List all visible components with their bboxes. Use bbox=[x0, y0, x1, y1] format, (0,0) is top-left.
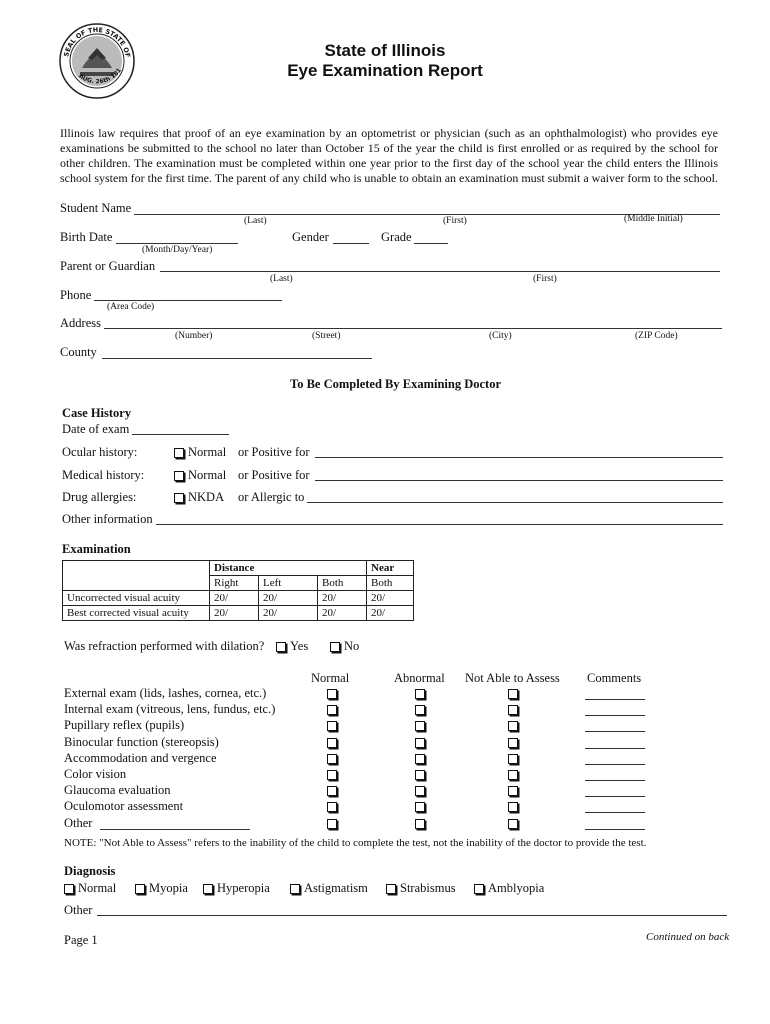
abnormal-checkbox[interactable] bbox=[415, 754, 425, 764]
blank-cell bbox=[63, 561, 210, 576]
dilation-question: Was refraction performed with dilation? bbox=[64, 639, 265, 653]
checkbox-icon[interactable] bbox=[174, 448, 184, 458]
comment-field[interactable] bbox=[585, 796, 645, 797]
diagnosis-label: Strabismus bbox=[400, 881, 456, 895]
diagnosis-astigmatism[interactable] bbox=[290, 881, 368, 896]
abnormal-checkbox[interactable] bbox=[415, 705, 425, 715]
acuity-cell[interactable]: 20/ bbox=[318, 606, 367, 621]
assessment-item-label: Binocular function (stereopsis) bbox=[64, 735, 219, 749]
grade-field[interactable] bbox=[414, 243, 448, 244]
address-label: Address bbox=[60, 316, 101, 330]
ocular-positive-field[interactable] bbox=[315, 457, 723, 458]
birth-date-label: Birth Date bbox=[60, 230, 113, 244]
allergic-to-field[interactable] bbox=[307, 502, 723, 503]
table-row bbox=[63, 591, 414, 606]
acuity-cell[interactable]: 20/ bbox=[367, 591, 414, 606]
state-seal bbox=[58, 22, 136, 100]
parent-label: Parent or Guardian bbox=[60, 259, 156, 273]
doctor-section-heading: To Be Completed By Examining Doctor bbox=[290, 377, 501, 391]
medical-normal-label: Normal bbox=[188, 468, 227, 482]
assessment-item-label: Accommodation and vergence bbox=[64, 751, 217, 765]
sub-street: (Street) bbox=[312, 331, 341, 341]
other-information-label: Other information bbox=[62, 512, 153, 526]
parent-field[interactable] bbox=[160, 271, 720, 272]
exam-date-field[interactable] bbox=[132, 434, 229, 435]
ocular-positive-label: or Positive for bbox=[238, 445, 310, 459]
comment-field[interactable] bbox=[585, 715, 645, 716]
not-able-checkbox[interactable] bbox=[508, 705, 518, 715]
grade-label: Grade bbox=[381, 230, 412, 244]
normal-checkbox[interactable] bbox=[327, 786, 337, 796]
acuity-cell[interactable]: 20/ bbox=[259, 606, 318, 621]
nkda-option[interactable] bbox=[174, 490, 224, 505]
allergic-to-label: or Allergic to bbox=[238, 490, 305, 504]
not-able-checkbox[interactable] bbox=[508, 770, 518, 780]
other-assessment-field[interactable] bbox=[100, 829, 250, 830]
ocular-normal-option[interactable] bbox=[174, 445, 226, 460]
normal-checkbox[interactable] bbox=[327, 721, 337, 731]
diagnosis-myopia[interactable] bbox=[135, 881, 188, 896]
diagnosis-strabismus[interactable] bbox=[386, 881, 456, 896]
medical-normal-option[interactable] bbox=[174, 468, 226, 483]
comment-field[interactable] bbox=[585, 829, 645, 830]
case-history-heading: Case History bbox=[62, 406, 132, 420]
not-able-checkbox[interactable] bbox=[508, 689, 518, 699]
diagnosis-label: Amblyopia bbox=[488, 881, 545, 895]
sub-middle-initial: (Middle Initial) bbox=[624, 214, 683, 224]
dilation-no-option[interactable] bbox=[330, 639, 359, 654]
gender-field[interactable] bbox=[333, 243, 369, 244]
not-able-checkbox[interactable] bbox=[508, 802, 518, 812]
acuity-cell[interactable]: 20/ bbox=[259, 591, 318, 606]
diagnosis-heading: Diagnosis bbox=[64, 864, 116, 878]
medical-positive-label: or Positive for bbox=[238, 468, 310, 482]
diagnosis-label: Hyperopia bbox=[217, 881, 270, 895]
abnormal-checkbox[interactable] bbox=[415, 689, 425, 699]
comment-field[interactable] bbox=[585, 764, 645, 765]
normal-checkbox[interactable] bbox=[327, 819, 337, 829]
sub-parent-first: (First) bbox=[533, 274, 557, 284]
sub-city: (City) bbox=[489, 331, 512, 341]
normal-checkbox[interactable] bbox=[327, 705, 337, 715]
birth-date-field[interactable] bbox=[116, 243, 238, 244]
title-line-1: State of Illinois bbox=[324, 41, 446, 60]
sub-birth-format: (Month/Day/Year) bbox=[142, 245, 213, 255]
comment-field[interactable] bbox=[585, 748, 645, 749]
svg-text:AUG. 26th 1818: AUG. 26th 181 bbox=[77, 67, 124, 86]
acuity-cell[interactable]: 20/ bbox=[367, 606, 414, 621]
assessment-item-label: Other bbox=[64, 816, 93, 830]
county-label: County bbox=[60, 345, 97, 359]
checkbox-icon[interactable] bbox=[64, 884, 74, 894]
row-label: Best corrected visual acuity bbox=[63, 606, 210, 621]
examination-heading: Examination bbox=[62, 542, 131, 556]
normal-checkbox[interactable] bbox=[327, 802, 337, 812]
normal-checkbox[interactable] bbox=[327, 738, 337, 748]
title-line-2: Eye Examination Report bbox=[287, 61, 483, 80]
checkbox-icon[interactable] bbox=[203, 884, 213, 894]
abnormal-checkbox[interactable] bbox=[415, 738, 425, 748]
col-not-able: Not Able to Assess bbox=[465, 671, 560, 685]
col-comments: Comments bbox=[587, 671, 642, 685]
comment-field[interactable] bbox=[585, 812, 645, 813]
checkbox-icon[interactable] bbox=[135, 884, 145, 894]
distance-header: Distance bbox=[210, 561, 367, 576]
not-able-checkbox[interactable] bbox=[508, 786, 518, 796]
checkbox-icon[interactable] bbox=[276, 642, 286, 652]
not-able-checkbox[interactable] bbox=[508, 738, 518, 748]
left-header: Left bbox=[259, 576, 318, 591]
phone-label: Phone bbox=[60, 288, 92, 302]
assessment-item-label: External exam (lids, lashes, cornea, etc.) bbox=[64, 686, 267, 700]
checkbox-icon[interactable] bbox=[386, 884, 396, 894]
page-number: Page 1 bbox=[64, 933, 98, 947]
gender-label: Gender bbox=[292, 230, 329, 244]
student-name-label: Student Name bbox=[60, 201, 132, 215]
normal-checkbox[interactable] bbox=[327, 754, 337, 764]
sub-zip: (ZIP Code) bbox=[635, 331, 678, 341]
assessment-item-label: Oculomotor assessment bbox=[64, 799, 184, 813]
visual-acuity-table bbox=[62, 560, 414, 621]
county-field[interactable] bbox=[102, 358, 372, 359]
checkbox-icon[interactable] bbox=[474, 884, 484, 894]
abnormal-checkbox[interactable] bbox=[415, 786, 425, 796]
abnormal-checkbox[interactable] bbox=[415, 802, 425, 812]
assessment-item-label: Internal exam (vitreous, lens, fundus, etc.) bbox=[64, 702, 276, 716]
sub-area-code: (Area Code) bbox=[107, 302, 155, 312]
nkda-label: NKDA bbox=[188, 490, 225, 504]
form-title bbox=[235, 41, 535, 81]
svg-text:SEAL OF THE STATE OF ILLINOIS: SEAL OF THE STATE OF bbox=[62, 25, 132, 59]
diagnosis-label: Myopia bbox=[149, 881, 188, 895]
near-both-header: Both bbox=[367, 576, 414, 591]
ocular-history-label: Ocular history: bbox=[62, 445, 138, 459]
other-information-field[interactable] bbox=[156, 524, 723, 525]
diagnosis-hyperopia[interactable] bbox=[203, 881, 270, 896]
drug-allergies-label: Drug allergies: bbox=[62, 490, 137, 504]
assessment-item-label: Pupillary reflex (pupils) bbox=[64, 718, 185, 732]
normal-checkbox[interactable] bbox=[327, 770, 337, 780]
phone-field[interactable] bbox=[94, 300, 282, 301]
ocular-normal-label: Normal bbox=[188, 445, 227, 459]
table-row bbox=[63, 606, 414, 621]
diagnosis-label: Normal bbox=[78, 881, 117, 895]
sub-number: (Number) bbox=[175, 331, 213, 341]
comment-field[interactable] bbox=[585, 731, 645, 732]
row-label: Uncorrected visual acuity bbox=[63, 591, 210, 606]
dilation-yes-option[interactable] bbox=[276, 639, 308, 654]
yes-label: Yes bbox=[290, 639, 309, 653]
right-header: Right bbox=[210, 576, 259, 591]
assessment-item-label: Glaucoma evaluation bbox=[64, 783, 171, 797]
normal-checkbox[interactable] bbox=[327, 689, 337, 699]
checkbox-icon[interactable] bbox=[290, 884, 300, 894]
not-able-checkbox[interactable] bbox=[508, 721, 518, 731]
note-text: NOTE: "Not Able to Assess" refers to the inability of the child to complete the test, not the inability of the doctor to provide the test. bbox=[64, 837, 647, 849]
near-header: Near bbox=[367, 561, 414, 576]
diagnosis-other-label: Other bbox=[64, 903, 93, 917]
diagnosis-other-field[interactable] bbox=[97, 915, 727, 916]
address-field[interactable] bbox=[104, 328, 722, 329]
acuity-cell[interactable]: 20/ bbox=[210, 606, 259, 621]
comment-field[interactable] bbox=[585, 699, 645, 700]
acuity-cell[interactable]: 20/ bbox=[210, 591, 259, 606]
sub-last: (Last) bbox=[244, 216, 267, 226]
assessment-item-label: Color vision bbox=[64, 767, 127, 781]
blank-cell bbox=[63, 576, 210, 591]
col-normal: Normal bbox=[311, 671, 350, 685]
medical-history-label: Medical history: bbox=[62, 468, 145, 482]
continued-note: Continued on back bbox=[646, 931, 730, 943]
acuity-cell[interactable]: 20/ bbox=[318, 591, 367, 606]
abnormal-checkbox[interactable] bbox=[415, 721, 425, 731]
exam-date-label: Date of exam bbox=[62, 422, 130, 436]
diagnosis-amblyopia[interactable] bbox=[474, 881, 544, 896]
sub-parent-last: (Last) bbox=[270, 274, 293, 284]
checkbox-icon[interactable] bbox=[330, 642, 340, 652]
diagnosis-label: Astigmatism bbox=[304, 881, 368, 895]
comment-field[interactable] bbox=[585, 780, 645, 781]
abnormal-checkbox[interactable] bbox=[415, 819, 425, 829]
col-abnormal: Abnormal bbox=[394, 671, 445, 685]
intro-paragraph: Illinois law requires that proof of an eye examination by an optometrist or physician (such as an ophthalmologist) who provides eye examinations be submitted to the school no later than October 15 of the year the child is first enrolled or as required by the school for other children. The examination must be completed within one year prior to the first day of the school year the child enters the Illinois school system for the first time. The parent of any child who is unable to obtain an examination must submit a waiver form to the school. bbox=[60, 126, 718, 185]
both-header: Both bbox=[318, 576, 367, 591]
not-able-checkbox[interactable] bbox=[508, 754, 518, 764]
diagnosis-normal[interactable] bbox=[64, 881, 116, 896]
medical-positive-field[interactable] bbox=[315, 480, 723, 481]
not-able-checkbox[interactable] bbox=[508, 819, 518, 829]
no-label: No bbox=[344, 639, 360, 653]
abnormal-checkbox[interactable] bbox=[415, 770, 425, 780]
sub-first: (First) bbox=[443, 216, 467, 226]
checkbox-icon[interactable] bbox=[174, 493, 184, 503]
checkbox-icon[interactable] bbox=[174, 471, 184, 481]
